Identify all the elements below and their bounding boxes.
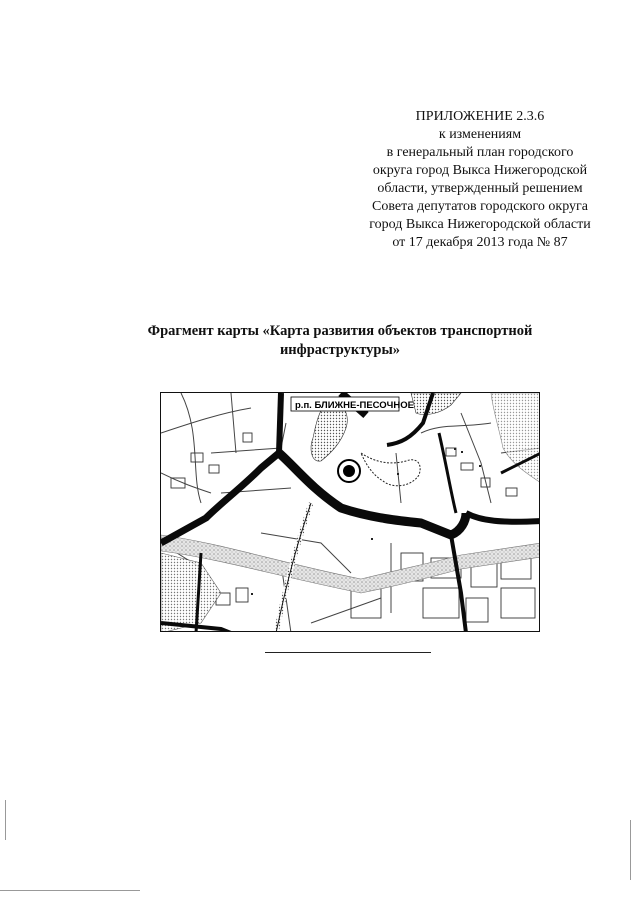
railway-band: [161, 535, 540, 593]
forest-zone: [161, 553, 221, 632]
target-circle-icon: [338, 460, 360, 482]
map-heading: [120, 322, 560, 360]
forest-zone: [491, 393, 540, 483]
map-heading-line2: инфраструктуры»: [279, 342, 401, 358]
appendix-date: от 17 декабря 2013 года № 87: [392, 235, 568, 250]
appendix-line: Совета депутатов городского округа: [372, 199, 588, 214]
map-fragment: [160, 392, 540, 632]
appendix-title: ПРИЛОЖЕНИЕ 2.3.6: [415, 109, 545, 124]
appendix-line: области, утвержденный решением: [377, 181, 583, 196]
appendix-line: в генеральный план городского: [386, 145, 574, 160]
appendix-line: к изменениям: [438, 127, 522, 142]
map-drawing: [161, 393, 540, 632]
appendix-line: округа город Выкса Нижегородской: [372, 163, 588, 178]
river: [361, 453, 420, 486]
map-heading-line1: Фрагмент карты «Карта развития объектов транспортной: [147, 323, 533, 339]
scan-artifact: [5, 800, 6, 840]
appendix-block: [340, 108, 620, 252]
scan-artifact: [0, 890, 140, 891]
settlement-label: р.п. БЛИЖНЕ-ПЕСОЧНОЕ: [295, 400, 414, 411]
scan-artifact: [630, 820, 631, 880]
divider-line: [265, 652, 431, 653]
appendix-line: город Выкса Нижегородской области: [369, 217, 591, 232]
forest-zone: [411, 393, 461, 415]
